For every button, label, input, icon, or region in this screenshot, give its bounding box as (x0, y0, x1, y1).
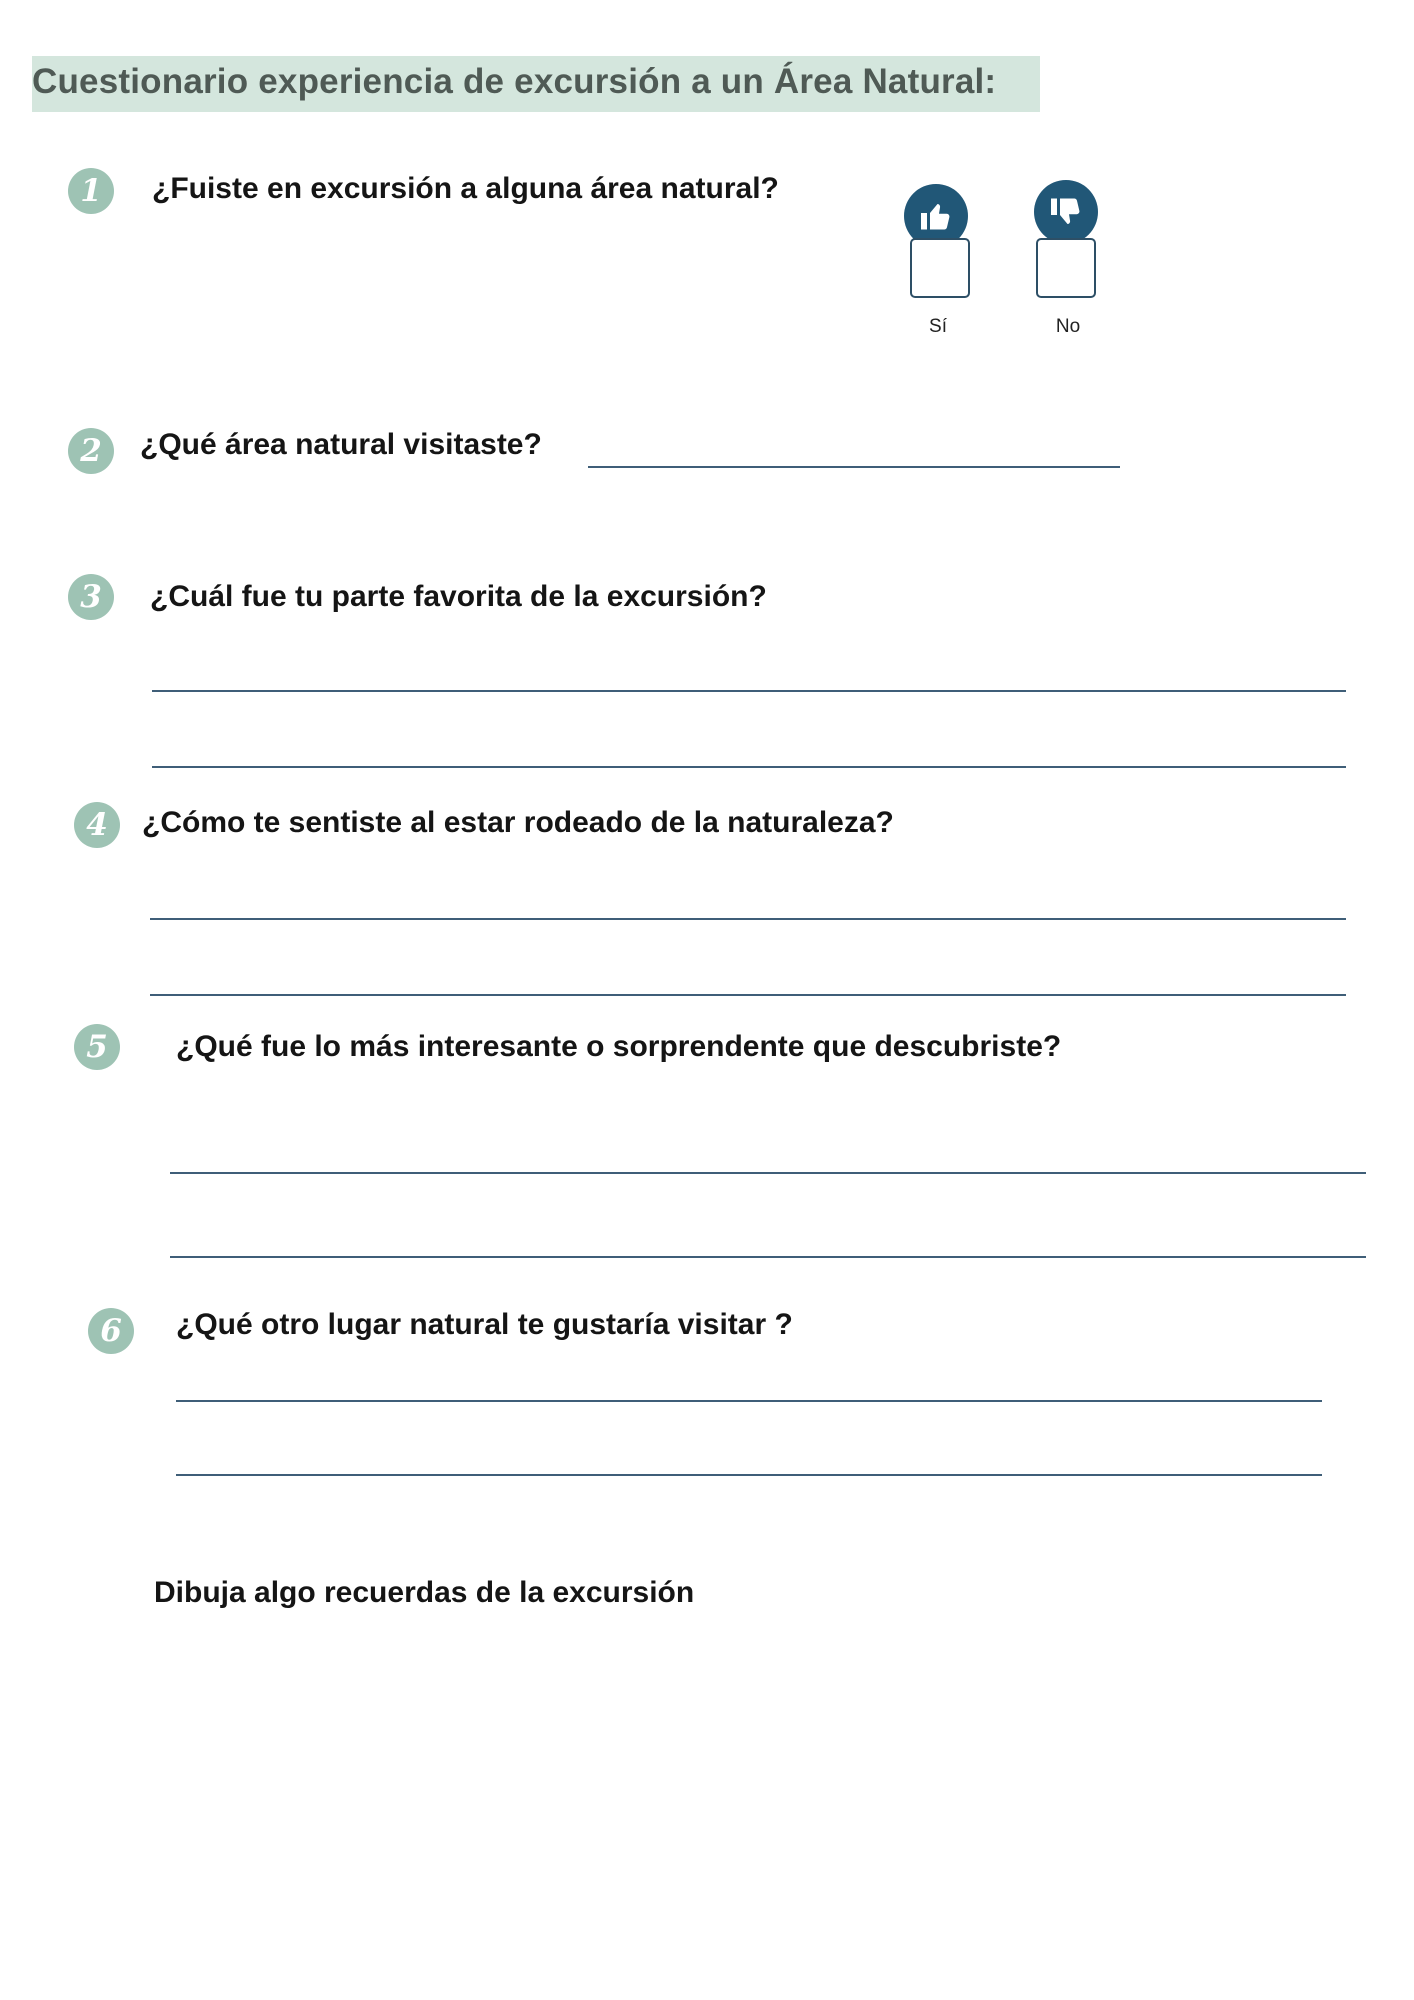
question-4-text: ¿Cómo te sentiste al estar rodeado de la naturaleza? (142, 806, 894, 839)
answer-line-6a[interactable] (176, 1400, 1322, 1402)
answer-line-3a[interactable] (152, 690, 1346, 692)
drawing-prompt: Dibuja algo recuerdas de la excursión (154, 1576, 695, 1609)
yes-checkbox[interactable] (910, 238, 970, 298)
thumbs-down-icon (1034, 180, 1098, 244)
question-2-number: 2 (68, 428, 114, 474)
question-3-text: ¿Cuál fue tu parte favorita de la excursión? (150, 580, 767, 613)
answer-line-4a[interactable] (150, 918, 1346, 920)
title-banner (32, 56, 1040, 112)
question-5-text: ¿Qué fue lo más interesante o sorprendente que descubriste? (176, 1030, 1062, 1063)
answer-line-5b[interactable] (170, 1256, 1366, 1258)
drawing-area[interactable] (154, 1640, 1354, 1960)
question-2-text: ¿Qué área natural visitaste? (140, 428, 542, 461)
answer-line-6b[interactable] (176, 1474, 1322, 1476)
question-5-number: 5 (74, 1024, 120, 1070)
answer-line-2[interactable] (588, 466, 1120, 468)
answer-line-4b[interactable] (150, 994, 1346, 996)
question-6-text: ¿Qué otro lugar natural te gustaría visitar ? (176, 1308, 793, 1341)
yes-label: Sí (929, 316, 947, 337)
question-6-number: 6 (88, 1308, 134, 1354)
answer-line-3b[interactable] (152, 766, 1346, 768)
answer-line-5a[interactable] (170, 1172, 1366, 1174)
page-title: Cuestionario experiencia de excursión a un Área Natural: (32, 62, 997, 101)
question-1-number: 1 (68, 168, 114, 214)
question-1-text: ¿Fuiste en excursión a alguna área natural? (152, 172, 779, 205)
no-checkbox[interactable] (1036, 238, 1096, 298)
question-3-number: 3 (68, 574, 114, 620)
question-4-number: 4 (74, 802, 120, 848)
no-label: No (1055, 316, 1081, 337)
